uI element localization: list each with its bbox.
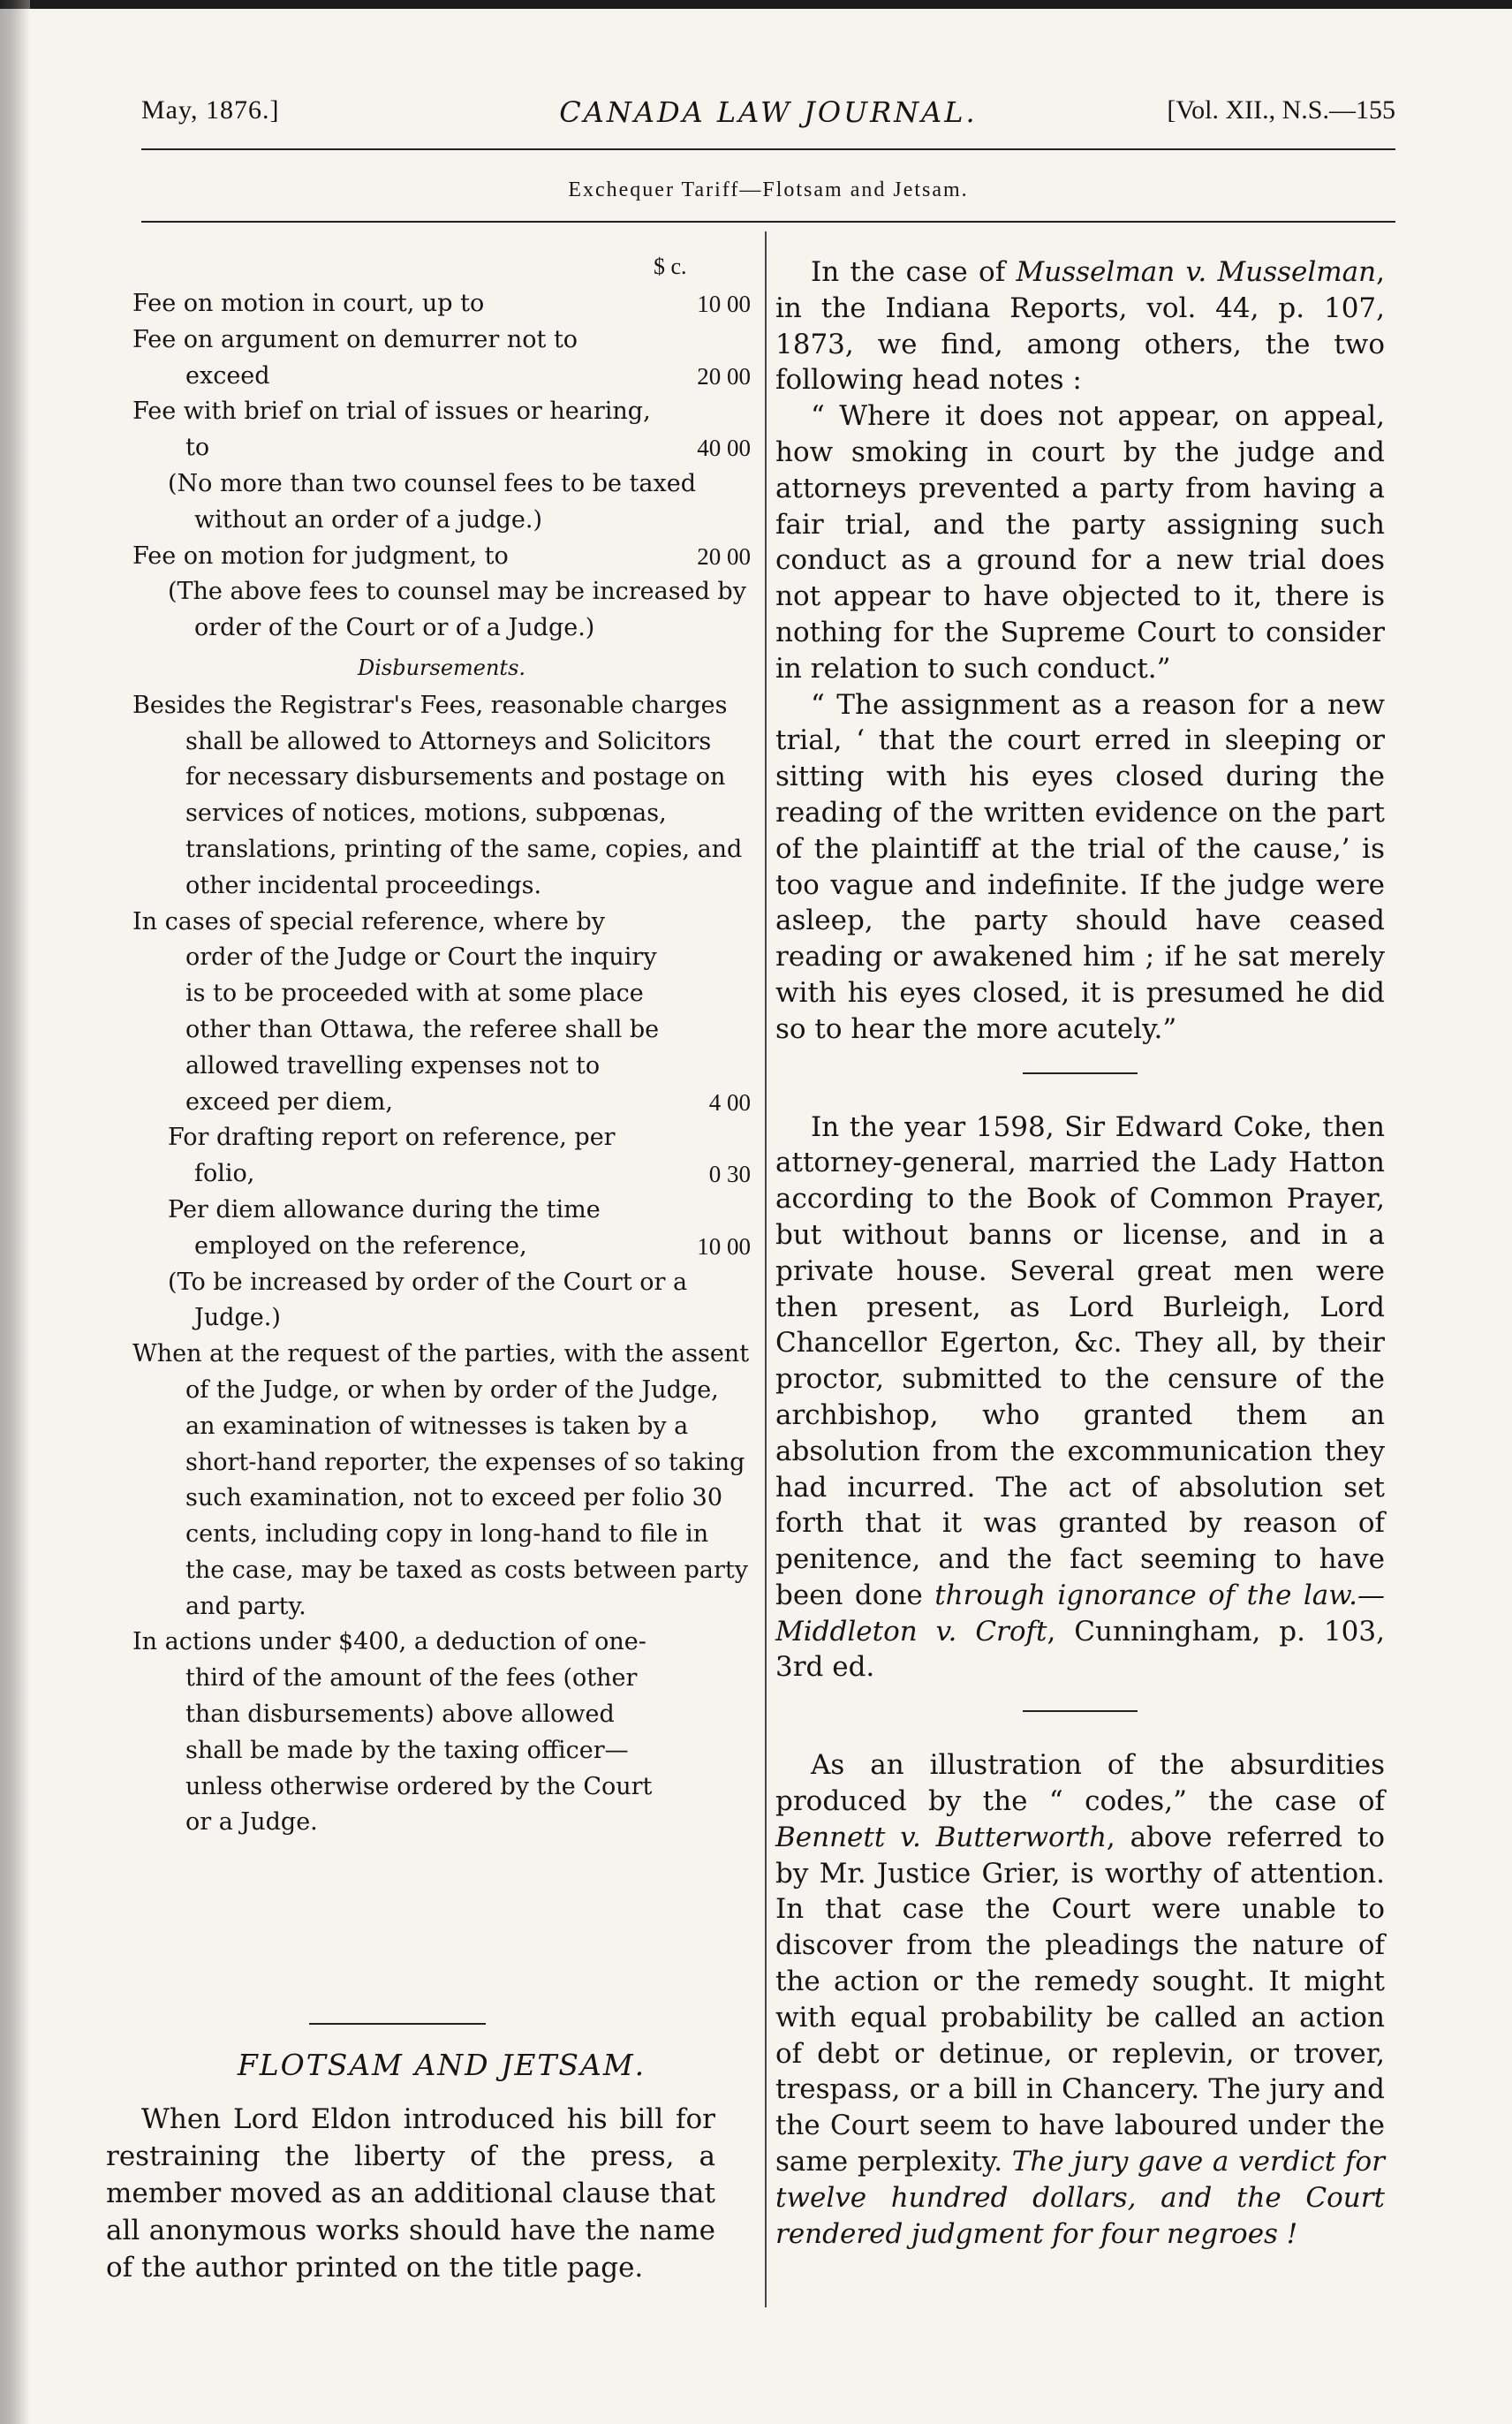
section-rule (1023, 1710, 1138, 1712)
scan-top-edge (0, 0, 1512, 9)
header-rule (141, 148, 1395, 150)
case-name: Bennett v. Butterworth (775, 1821, 1107, 1853)
quote-smoking: “ Where it does not appear, on appeal, how smoking in court by the judge and attorneys prevented a party from having a fair trial, and the party assigning such conduct as a ground for a new trial does not appear to have objected to it, there is nothing for the Supreme Court to consider in relation to such conduct.” (775, 400, 1385, 685)
tariff-note: (The above fees to counsel may be increased by order of the Court or of a Judge.) (168, 578, 746, 642)
tariff-row: Fee on argument on demurrer not to exceed 20 00 (132, 325, 751, 390)
section-rule (1023, 1072, 1138, 1074)
eldon-paragraph: When Lord Eldon introduced his bill for restraining the liberty of the press, a member moved as an additional clause that all anonymous works should have the name of the author printed on the title page. (106, 2103, 715, 2284)
case-name: Middleton v. Croft (775, 1615, 1047, 1648)
currency-unit-label: $ c. (654, 254, 687, 279)
subheading-rule (141, 221, 1395, 223)
reference-paragraph: In cases of special reference, where by order of the Judge or Court the inquiry is to be proceeded with at some place other than Ottawa, the referee shall be allowed travelling expenses not to exceed per diem, 4 00 (132, 907, 751, 1116)
tariff-row: Per diem allowance during the time employed on the reference, 10 00 (168, 1195, 751, 1260)
tariff-row: Fee on motion in court, up to 10 00 (132, 290, 751, 317)
column-divider (765, 231, 767, 2307)
case-name: Musselman v. Musselman (1016, 256, 1377, 288)
coke-paragraph: In the year 1598, Sir Edward Coke, then attorney-general, married the Lady Hatton according to the Book of Common Prayer, but without banns or license, and in a private house. Several great men were then present, as Lord Burleigh, Lord Chancellor Egerton, &c. They all, by their proctor, submitted to the censure of the archbishop, who granted them an absolution from the excommunication they had incurred. The act of absolution set forth that it was granted by reason of penitence, and the fact seeming to have been done through ignorance of the law.— Middleton v. Croft, Cunningham, p. 103, 3rd ed. (775, 1110, 1385, 1684)
disbursements-heading: Disbursements. (357, 655, 526, 680)
tariff-row: Fee with brief on trial of issues or hearing, to 40 00 (132, 398, 751, 462)
codes-paragraph: As an illustration of the absurdities produced by the “ codes,” the case of Bennett v. Butterworth, above referred to by Mr. Justice Grier, is worthy of attention. In that case the Court were unable to discover from the pleadings the nature of the action or the remedy sought. It might with equal probability be called an action of debt or detinue, or replevin, or trover, trespass, or a bill in Chancery. The jury and the Court seem to have laboured under the same perplexity. The jury gave a verdict for twelve hundred dollars, and the Court rendered judgment for four negroes ! (775, 1749, 1385, 2250)
header-date: May, 1876.] (141, 95, 280, 125)
quote-sleeping: “ The assignment as a reason for a new trial, ‘ that the court erred in sleeping or sitting with his eyes closed during the reading of the written evidence on the part of the plaintiff at the trial of the cause,’ is too vague and indefinite. If the judge were asleep, the party should have ceased reading or awakened him ; if he sat merely with his eyes closed, it is presumed he did so to hear the more acutely.” (775, 688, 1385, 1045)
section-rule (309, 2023, 486, 2025)
volume-page: [Vol. XII., N.S.—155 (1167, 95, 1395, 125)
flotsam-title: FLOTSAM AND JETSAM. (237, 2048, 646, 2082)
tariff-row: For drafting report on reference, per folio, 0 30 (168, 1124, 751, 1188)
musselman-paragraph: In the case of Musselman v. Musselman, in the Indiana Reports, vol. 44, p. 107, 1873, we find, among others, the two following head notes : (775, 256, 1385, 397)
section-subheading: Exchequer Tariff—Flotsam and Jetsam. (568, 178, 969, 201)
running-header (141, 95, 1395, 148)
tariff-note: (No more than two counsel fees to be taxed without an order of a judge.) (168, 469, 696, 534)
actions-paragraph: In actions under $400, a deduction of one-third of the amount of the fees (other than disbursements) above allowed shall be made by the taxing officer—unless otherwise ordered by the Court or a Judge. (132, 1628, 653, 1837)
tariff-row: Fee on motion for judgment, to 20 00 (132, 542, 751, 570)
tariff-column (132, 256, 751, 1841)
tariff-note: (To be increased by order of the Court or a Judge.) (168, 1268, 688, 1332)
registrar-paragraph: Besides the Registrar's Fees, reasonable charges shall be allowed to Attorneys and Solicitors for necessary disbursements and postage on services of notices, motions, subpœnas, translations, printing of the same, copies, and other incidental proceedings. (132, 691, 743, 899)
shorthand-paragraph: When at the request of the parties, with the assent of the Judge, or when by order of the Judge, an examination of witnesses is taken by a short-hand reporter, the expenses of so taking such examination, not to exceed per folio 30 cents, including copy in long-hand to file in the case, may be taxed as costs between party and party. (132, 1340, 750, 1620)
right-column (775, 254, 1385, 2252)
journal-title: CANADA LAW JOURNAL. (559, 95, 978, 129)
scan-left-edge (0, 0, 30, 2424)
